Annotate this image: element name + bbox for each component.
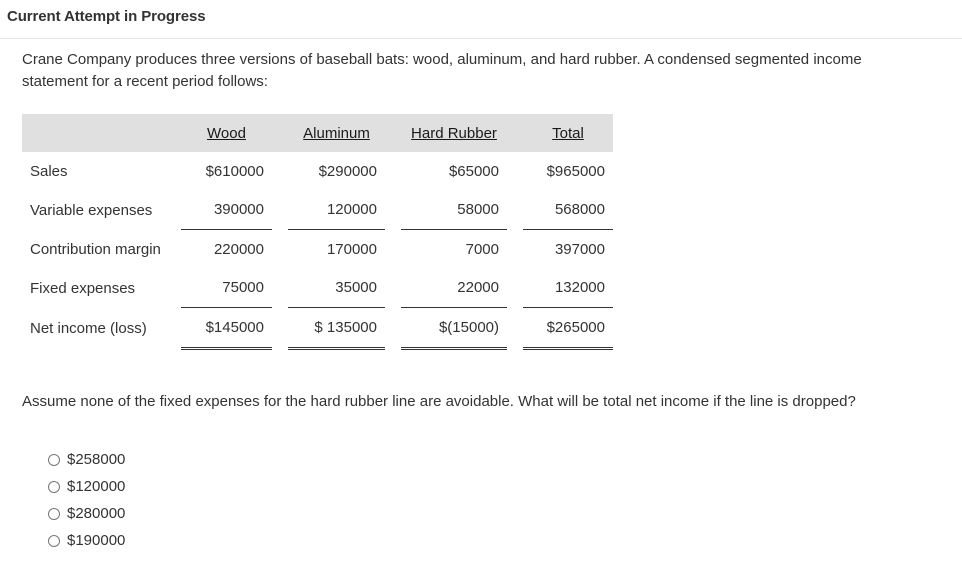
row-label: Net income (loss) xyxy=(30,320,147,338)
cell-value: 220000 xyxy=(213,240,264,258)
cell-value: $965000 xyxy=(546,162,605,180)
header-bar xyxy=(0,0,962,39)
question-intro: Crane Company produces three versions of baseball bats: wood, aluminum, and hard rubber. A condensed segmented income statement for a recent period follows: xyxy=(22,51,862,90)
question-prompt: Assume none of the fixed expenses for the hard rubber line are avoidable. What will be total net income if the line is dropped? xyxy=(22,393,856,410)
cell-value: $290000 xyxy=(318,162,377,180)
table-row-fixed-expenses xyxy=(22,269,613,309)
cell-value: $610000 xyxy=(205,162,264,180)
cell-value: $265000 xyxy=(523,308,613,350)
cell-value: 120000 xyxy=(288,191,385,231)
column-header-wood: Wood xyxy=(181,114,272,152)
table-row-variable-expenses xyxy=(22,191,613,231)
cell-value: $145000 xyxy=(181,308,272,350)
row-label: Fixed expenses xyxy=(30,279,136,297)
cell-value: $ 135000 xyxy=(288,308,385,350)
cell-value: 568000 xyxy=(523,191,613,231)
cell-value: 35000 xyxy=(288,269,385,309)
answer-option[interactable] xyxy=(48,500,125,527)
answer-option-label[interactable]: $190000 xyxy=(67,532,126,549)
radio-button-icon[interactable] xyxy=(48,481,60,493)
cell-value: 75000 xyxy=(181,269,272,309)
cell-value: 390000 xyxy=(181,191,272,231)
column-header-total: Total xyxy=(523,114,613,152)
cell-value: 22000 xyxy=(401,269,507,309)
answer-option-label[interactable]: $258000 xyxy=(67,451,126,468)
answer-option-label[interactable]: $280000 xyxy=(67,505,126,522)
row-label: Variable expenses xyxy=(30,201,153,219)
answer-option[interactable] xyxy=(48,527,125,554)
table-header-blank xyxy=(22,114,181,152)
table-row-sales xyxy=(22,152,613,191)
answer-option[interactable] xyxy=(48,473,125,500)
radio-button-icon[interactable] xyxy=(48,535,60,547)
answer-option-label[interactable]: $120000 xyxy=(67,478,126,495)
cell-value: 170000 xyxy=(326,240,377,258)
answer-option[interactable] xyxy=(48,446,125,473)
column-header-hard-rubber: Hard Rubber xyxy=(401,114,507,152)
radio-button-icon[interactable] xyxy=(48,508,60,520)
table-row-net-income xyxy=(22,308,613,350)
attempt-status-title: Current Attempt in Progress xyxy=(7,8,206,25)
income-statement-table xyxy=(22,114,613,350)
cell-value: $65000 xyxy=(448,162,499,180)
table-row-contribution-margin xyxy=(22,230,613,269)
radio-button-icon[interactable] xyxy=(48,454,60,466)
cell-value: 397000 xyxy=(554,240,605,258)
cell-value: 7000 xyxy=(465,240,499,258)
row-label: Contribution margin xyxy=(30,240,161,258)
cell-value: 58000 xyxy=(401,191,507,231)
cell-value: 132000 xyxy=(523,269,613,309)
column-header-aluminum: Aluminum xyxy=(288,114,385,152)
row-label: Sales xyxy=(30,162,68,180)
answer-options xyxy=(48,446,125,554)
table-header-row xyxy=(22,114,613,152)
cell-value: $(15000) xyxy=(401,308,507,350)
